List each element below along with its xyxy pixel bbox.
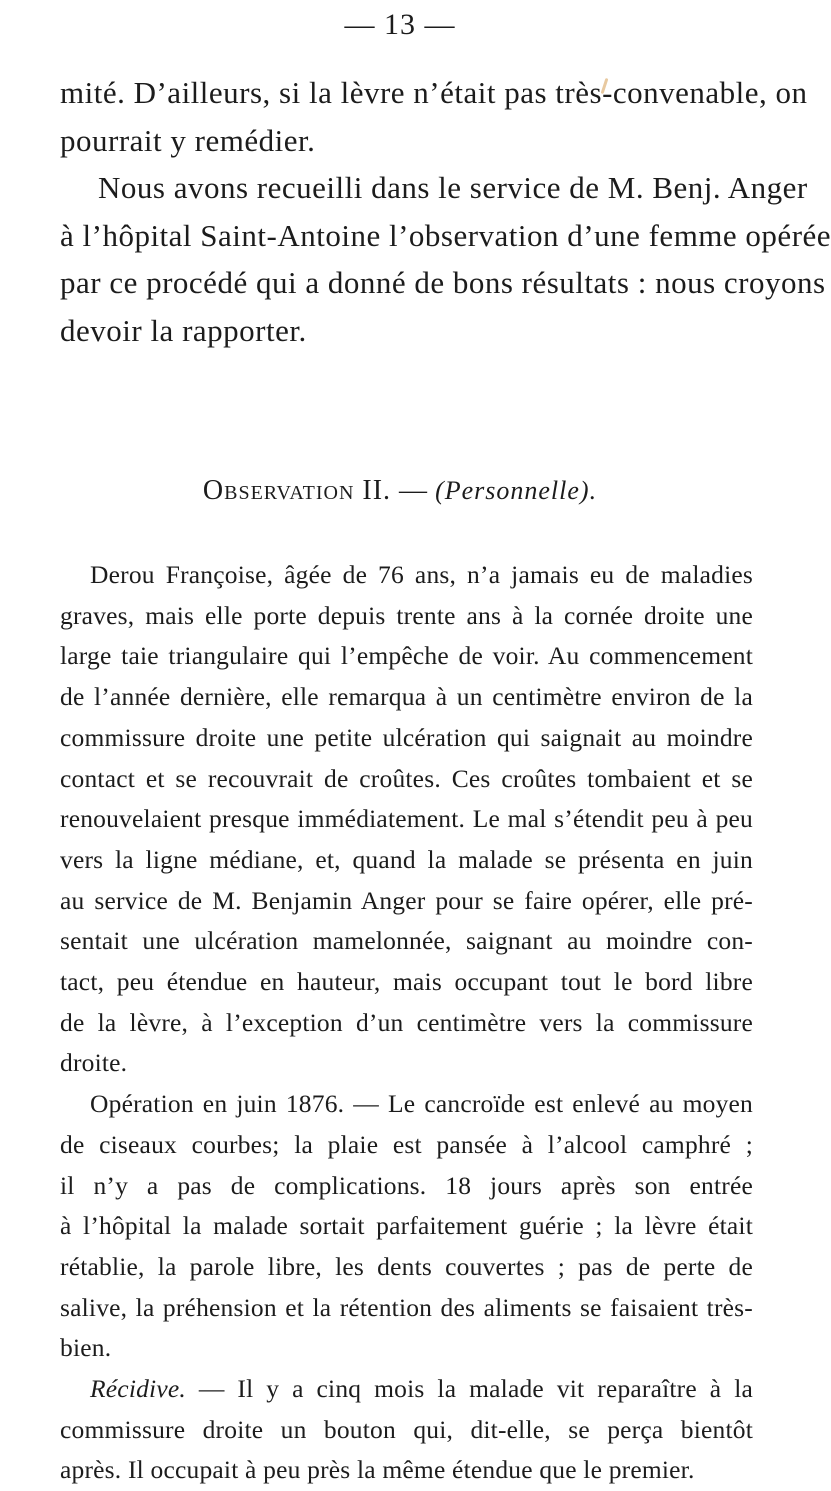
observation-heading xyxy=(0,475,800,507)
text-line xyxy=(60,1369,753,1410)
text-line: droite. xyxy=(60,1048,128,1078)
text-line: après. Il occupait à peu près la même étendue que le premier. xyxy=(60,1455,695,1485)
observation-label: Observation II. — xyxy=(202,475,429,506)
text-line: Nous avons recueilli dans le service de M. Benj. Anger xyxy=(98,170,808,206)
text-line: par ce procédé qui a donné de bons résultats : nous croyons xyxy=(60,265,826,301)
intro-paragraphs xyxy=(60,69,831,355)
text-line: commissure droite un bouton qui, dit-elle, se perça bientôt xyxy=(60,1414,753,1444)
text-line: de ciseaux courbes; la plaie est pansée à l’alcool camphré ; xyxy=(60,1129,753,1159)
observation-qualifier: (Personnelle). xyxy=(435,476,598,505)
case-paragraph xyxy=(60,555,753,1491)
text-line: mité. D’ailleurs, si la lèvre n’était pas très-convenable, on xyxy=(60,75,808,110)
text-line: rétablie, la parole libre, les dents couvertes ; pas de perte de xyxy=(60,1251,753,1281)
text-line: devoir la rapporter. xyxy=(60,312,307,348)
text-line: il n’y a pas de complications. 18 jours après son entrée xyxy=(60,1170,753,1200)
text-line: renouvelaient presque immédiatement. Le mal s’étendit peu à peu xyxy=(60,804,753,834)
text-line: contact et se recouvrait de croûtes. Ces croûtes tombaient et se xyxy=(60,763,753,793)
text-line: graves, mais elle porte depuis trente ans à la cornée droite une xyxy=(60,600,753,630)
text-line: vers la ligne médiane, et, quand la malade se présenta en juin xyxy=(60,844,753,874)
text-line: bien. xyxy=(60,1333,112,1363)
text-line: au service de M. Benjamin Anger pour se faire opérer, elle pré- xyxy=(60,885,753,915)
text-line: de la lèvre, à l’exception d’un centimètre vers la commissure xyxy=(60,1007,753,1037)
text-line: Derou Françoise, âgée de 76 ans, n’a jamais eu de maladies xyxy=(90,560,753,589)
text-line: à l’hôpital la malade sortait parfaitement guérie ; la lèvre était xyxy=(60,1211,753,1241)
text-line: salive, la préhension et la rétention des aliments se faisaient très- xyxy=(60,1292,753,1322)
text-line: de l’année dernière, elle remarqua à un centimètre environ de la xyxy=(60,682,753,712)
text-line: large taie triangulaire qui l’empêche de voir. Au commencement xyxy=(60,641,753,671)
recidive-label: Récidive. xyxy=(90,1374,186,1404)
text-line: Opération en juin 1876. — Le cancroïde est enlevé au moyen xyxy=(90,1089,753,1119)
text-line: pourrait y remédier. xyxy=(60,122,316,158)
recidive-text: — Il y a cinq mois la malade vit reparaître à la xyxy=(198,1374,753,1404)
text-line: sentait une ulcération mamelonnée, saignant au moindre con- xyxy=(60,926,753,956)
text-line: tact, peu étendue en hauteur, mais occupant tout le bord libre xyxy=(60,967,753,997)
text-line: à l’hôpital Saint-Antoine l’observation d’une femme opérée xyxy=(60,217,831,253)
page-number: — 13 — xyxy=(344,8,456,41)
text-line: commissure droite une petite ulcération qui saignait au moindre xyxy=(60,722,753,752)
